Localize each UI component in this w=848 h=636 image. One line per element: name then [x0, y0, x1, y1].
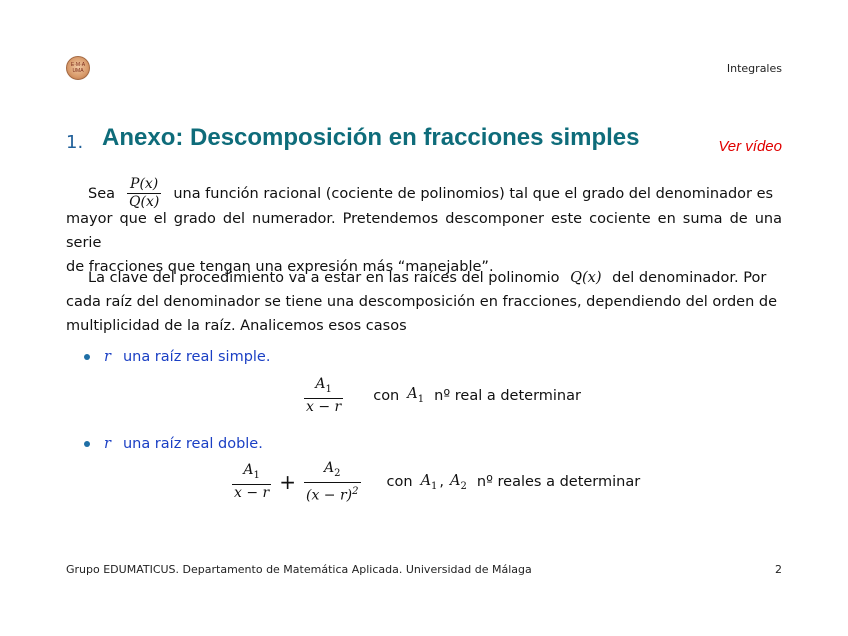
- method-line1-text-b: del denominador. Por: [612, 270, 767, 286]
- bullet-var: r: [104, 436, 111, 452]
- logo-text-bottom: UMA: [72, 68, 84, 74]
- plus-sign: +: [279, 470, 296, 495]
- fraction-numerator: $A_1$: [243, 462, 260, 482]
- formula-desc-var1: $A_1$: [420, 472, 438, 492]
- formula-desc-rest: nº real a determinar: [434, 387, 581, 404]
- bullet-icon: [84, 441, 90, 447]
- video-link[interactable]: Ver vídeo: [718, 138, 782, 155]
- fraction-a1-over-x-minus-r: [304, 376, 343, 416]
- formula-desc-var: $A_1$: [407, 386, 425, 406]
- method-line1: [66, 266, 782, 290]
- fraction-a2-over-x-minus-r-squared: [304, 460, 361, 504]
- method-line2: cada raíz del denominador se tiene una descomposición en fracciones, dependiendo del orden de: [66, 294, 778, 310]
- footer-text: Grupo EDUMATICUS. Departamento de Matemática Aplicada. Universidad de Málaga: [66, 563, 532, 576]
- paragraph-intro: [66, 176, 782, 279]
- bullet-item-simple-root: [84, 349, 270, 365]
- logo-text-top: E·M·A: [70, 62, 86, 68]
- section-title: Anexo: Descomposición en fracciones simples: [102, 124, 640, 151]
- fraction-numerator: P(x): [130, 176, 159, 192]
- intro-line2: mayor que el grado del numerador. Pretendemos descomponer este cociente en suma de una serie: [66, 211, 782, 251]
- method-line3: multiplicidad de la raíz. Analicemos esos casos: [66, 318, 407, 334]
- method-line1-text-a: La clave del procedimiento va a estar en las raíces del polinomio: [88, 270, 560, 286]
- fraction-numerator: $A_2$: [324, 460, 341, 479]
- bullet-text: una raíz real doble.: [122, 436, 263, 452]
- formula-simple-root: [300, 376, 581, 416]
- fraction-denominator: $(x - r)^2$: [305, 485, 359, 504]
- header-title: Integrales: [726, 62, 782, 75]
- fraction-denominator: x − r: [306, 398, 342, 415]
- formula-desc-lead: con: [373, 387, 400, 404]
- bullet-item-double-root: [84, 436, 263, 452]
- formula-desc-lead: con: [386, 474, 413, 491]
- formula-desc-var2: $A_2$: [450, 472, 467, 492]
- page-number: 2: [775, 563, 782, 576]
- fraction-denominator: x − r: [234, 485, 270, 502]
- formula-desc-rest: nº reales a determinar: [476, 474, 641, 491]
- fraction-a1-over-x-minus-r: [232, 462, 271, 502]
- university-logo: [66, 56, 90, 80]
- fraction-denominator: Q(x): [129, 194, 160, 210]
- intro-line1-text: una función racional (cociente de polinomios) tal que el grado del denominador es: [173, 185, 774, 202]
- paragraph-intro-line1: [66, 176, 782, 211]
- fraction-p-over-q: [127, 176, 161, 211]
- math-q-of-x: Q(x): [570, 270, 602, 286]
- bullet-text: una raíz real simple.: [122, 349, 271, 365]
- formula-desc-sep: ,: [439, 474, 445, 491]
- bullet-var: r: [104, 349, 111, 365]
- paragraph-method: [66, 266, 782, 338]
- formula-double-root: [228, 460, 640, 504]
- bullet-icon: [84, 354, 90, 360]
- section-number: 1.: [66, 132, 84, 153]
- intro-lead: Sea: [88, 185, 116, 202]
- fraction-numerator: $A_1$: [315, 376, 332, 395]
- intro-line3: de fracciones que tengan una expresión más “manejable”.: [66, 259, 494, 275]
